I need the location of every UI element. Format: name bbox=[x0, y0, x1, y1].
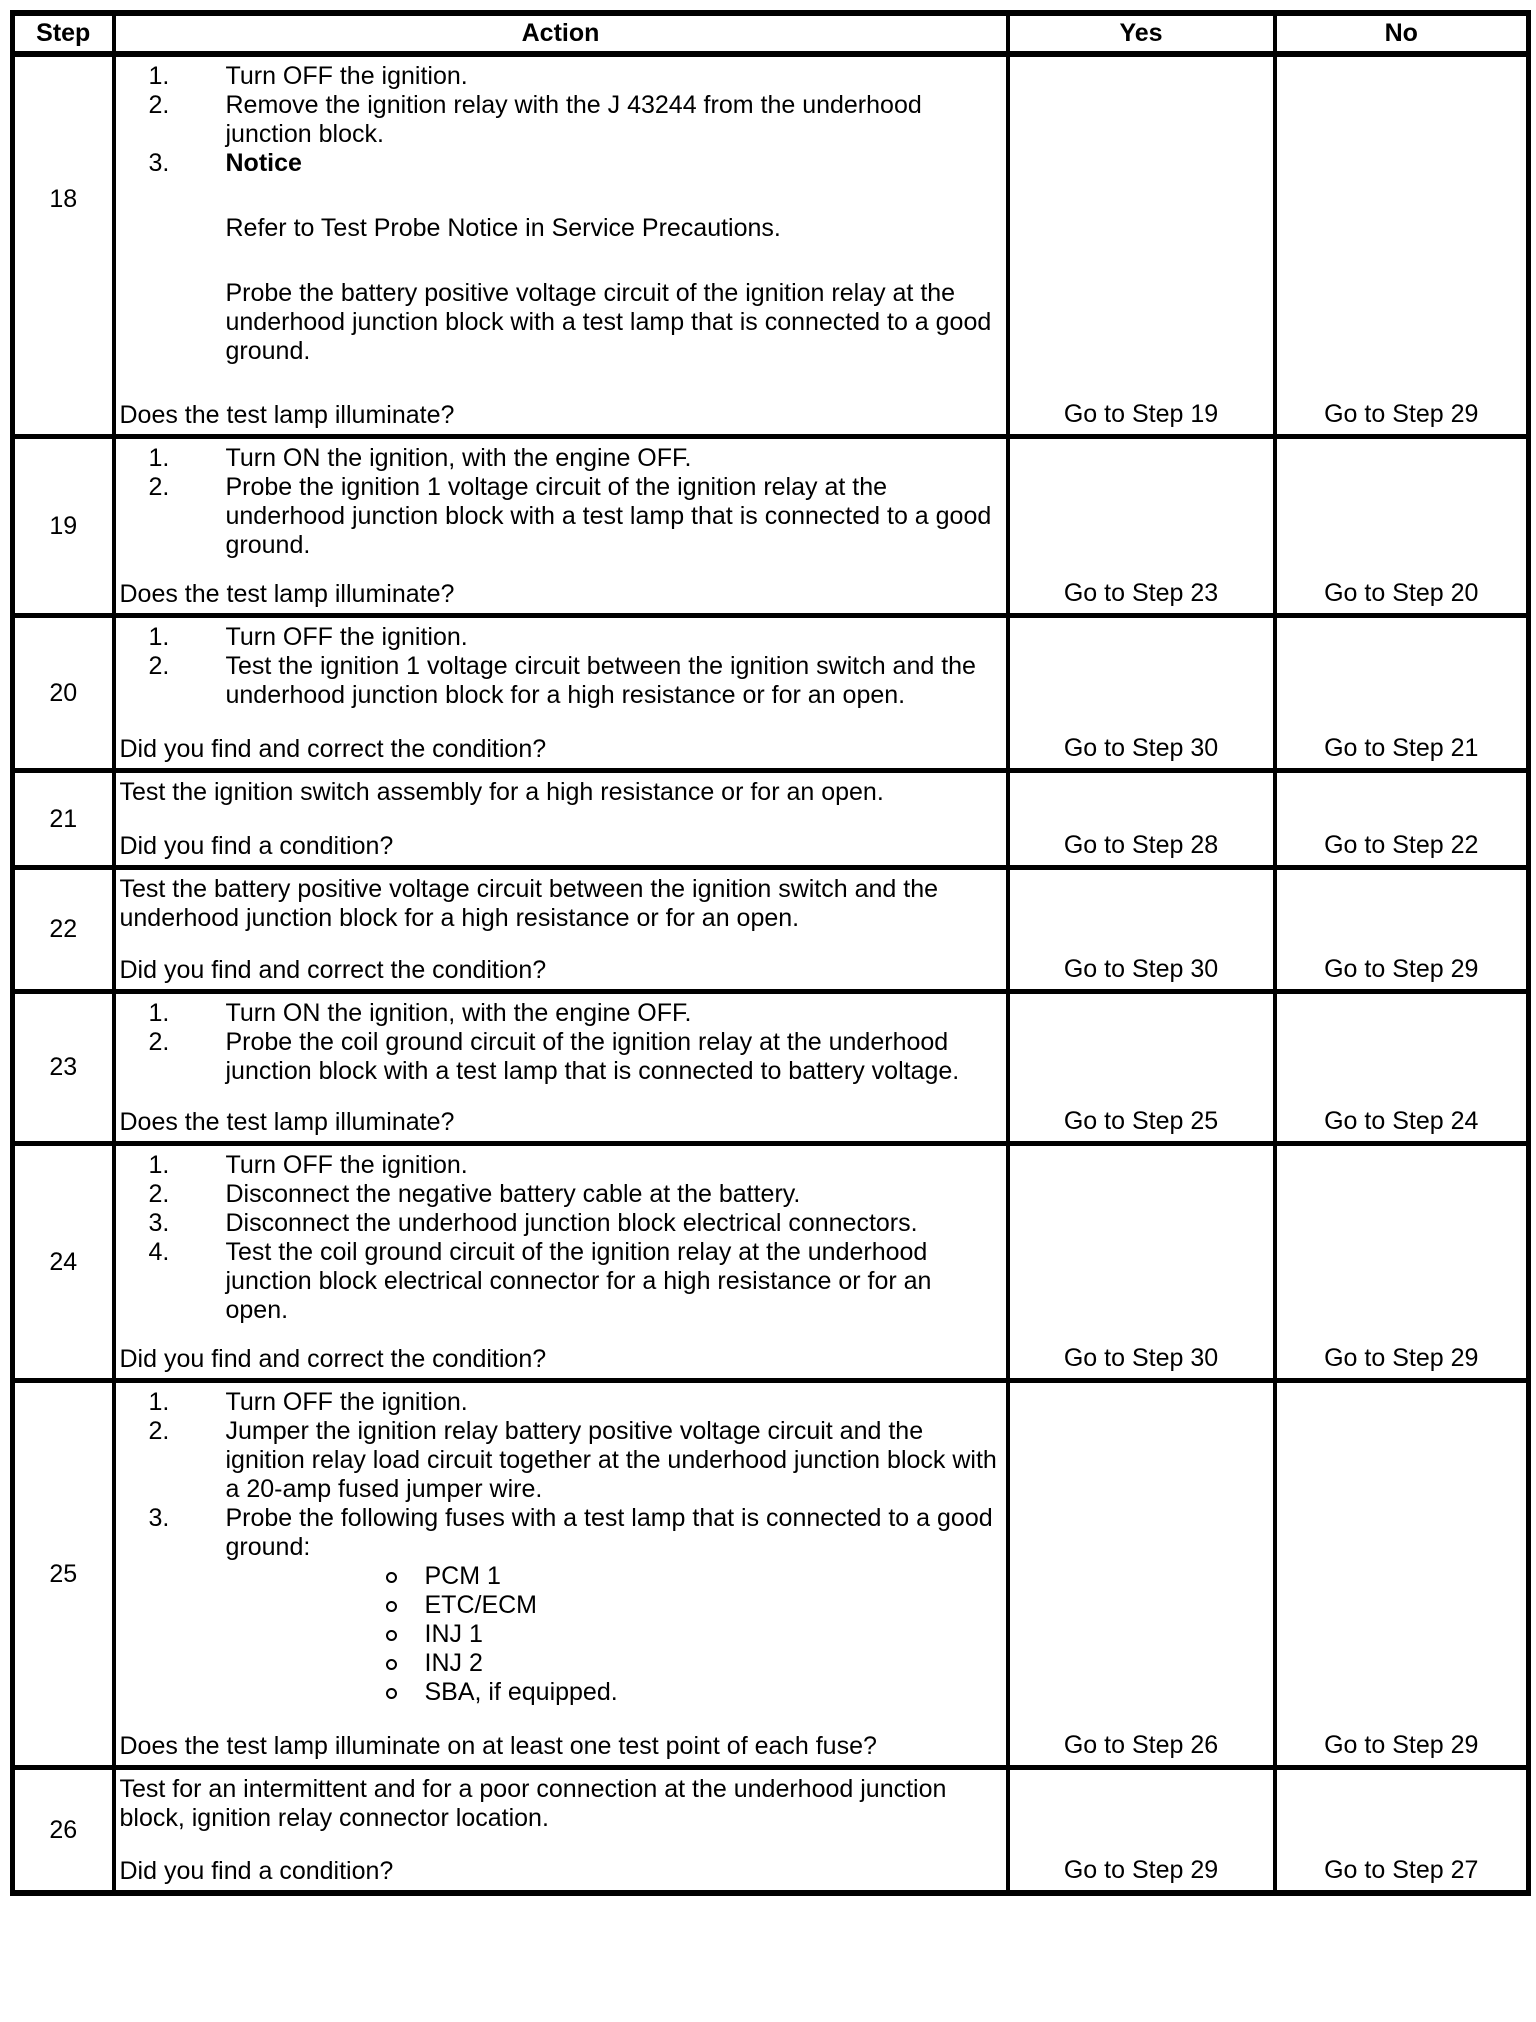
yes-cell: Go to Step 29 bbox=[1008, 1768, 1275, 1894]
col-header-action: Action bbox=[114, 13, 1008, 54]
question-text: Did you find and correct the condition? bbox=[119, 735, 547, 763]
action-item: Probe the ignition 1 voltage circuit of the ignition relay at the underhood junction block with a test lamp that is connected to a good ground. bbox=[225, 473, 992, 559]
step-number: 24 bbox=[13, 1144, 114, 1381]
action-item: Remove the ignition relay with the J 43244 from the underhood junction block. bbox=[225, 91, 922, 148]
action-item-notice: Notice bbox=[225, 149, 302, 177]
no-cell: Go to Step 20 bbox=[1275, 437, 1529, 616]
step-number: 26 bbox=[13, 1768, 114, 1894]
action-cell bbox=[114, 1144, 1008, 1381]
question-text: Did you find and correct the condition? bbox=[119, 956, 547, 984]
circle-bullet-icon bbox=[386, 1572, 397, 1583]
circle-bullet-icon bbox=[386, 1688, 397, 1699]
action-item: Turn OFF the ignition. bbox=[225, 62, 468, 90]
action-item: Disconnect the negative battery cable at the battery. bbox=[225, 1180, 801, 1208]
action-paragraph: Probe the battery positive voltage circuit of the ignition relay at the underhood junction block with a test lamp that is connected to a good ground. bbox=[225, 279, 992, 365]
fuse-list-item bbox=[226, 1678, 1000, 1707]
action-content bbox=[120, 62, 1000, 366]
question-text: Did you find and correct the condition? bbox=[119, 1345, 547, 1373]
no-cell: Go to Step 29 bbox=[1275, 54, 1529, 437]
no-cell: Go to Step 24 bbox=[1275, 992, 1529, 1144]
fuse-label: PCM 1 bbox=[424, 1562, 501, 1590]
action-paragraph: Test the battery positive voltage circuit between the ignition switch and the underhood junction block for a high resistance or for an open. bbox=[119, 875, 939, 932]
yes-cell: Go to Step 26 bbox=[1008, 1381, 1275, 1768]
action-item: Turn OFF the ignition. bbox=[225, 1151, 468, 1179]
action-item bbox=[120, 1504, 1000, 1707]
fuse-label: ETC/ECM bbox=[424, 1591, 537, 1619]
step-number: 18 bbox=[13, 54, 114, 437]
fuse-label: INJ 2 bbox=[424, 1649, 483, 1677]
action-item: Turn OFF the ignition. bbox=[225, 623, 468, 651]
question-text: Does the test lamp illuminate on at least one test point of each fuse? bbox=[119, 1732, 877, 1760]
no-cell: Go to Step 29 bbox=[1275, 1144, 1529, 1381]
yes-cell: Go to Step 25 bbox=[1008, 992, 1275, 1144]
step-number: 25 bbox=[13, 1381, 114, 1768]
action-item: Probe the coil ground circuit of the ignition relay at the underhood junction block with a test lamp that is connected to battery voltage. bbox=[225, 1028, 960, 1085]
question-text: Does the test lamp illuminate? bbox=[119, 1108, 455, 1136]
action-content bbox=[120, 999, 1000, 1086]
question-text: Did you find a condition? bbox=[119, 1857, 394, 1885]
action-paragraph: Test the ignition switch assembly for a high resistance or for an open. bbox=[119, 778, 884, 806]
action-content bbox=[120, 1151, 1000, 1325]
question-text: Did you find a condition? bbox=[119, 832, 394, 860]
action-cell bbox=[114, 616, 1008, 771]
action-item: Disconnect the underhood junction block electrical connectors. bbox=[225, 1209, 918, 1237]
header-row bbox=[13, 13, 1529, 54]
action-item: Turn ON the ignition, with the engine OFF. bbox=[225, 444, 692, 472]
yes-cell: Go to Step 23 bbox=[1008, 437, 1275, 616]
action-item: Turn ON the ignition, with the engine OFF. bbox=[225, 999, 692, 1027]
table-row bbox=[13, 992, 1529, 1144]
fuse-label: INJ 1 bbox=[424, 1620, 483, 1648]
action-cell bbox=[114, 54, 1008, 437]
table-row bbox=[13, 1381, 1529, 1768]
table-row bbox=[13, 1144, 1529, 1381]
no-cell: Go to Step 29 bbox=[1275, 868, 1529, 992]
step-number: 21 bbox=[13, 771, 114, 868]
table-row bbox=[13, 1768, 1529, 1894]
yes-cell: Go to Step 19 bbox=[1008, 54, 1275, 437]
step-number: 20 bbox=[13, 616, 114, 771]
action-item: Test the ignition 1 voltage circuit between the ignition switch and the underhood junction block for a high resistance or for an open. bbox=[225, 652, 976, 709]
table-row bbox=[13, 437, 1529, 616]
action-cell bbox=[114, 1381, 1008, 1768]
fuse-list-item bbox=[226, 1591, 1000, 1620]
action-cell bbox=[114, 771, 1008, 868]
action-cell bbox=[114, 868, 1008, 992]
yes-cell: Go to Step 30 bbox=[1008, 868, 1275, 992]
question-text: Does the test lamp illuminate? bbox=[119, 401, 455, 429]
yes-cell: Go to Step 30 bbox=[1008, 1144, 1275, 1381]
no-cell: Go to Step 21 bbox=[1275, 616, 1529, 771]
step-number: 19 bbox=[13, 437, 114, 616]
action-cell bbox=[114, 1768, 1008, 1894]
circle-bullet-icon bbox=[386, 1601, 397, 1612]
action-content bbox=[120, 1388, 1000, 1707]
no-cell: Go to Step 22 bbox=[1275, 771, 1529, 868]
action-content bbox=[120, 444, 1000, 560]
action-cell bbox=[114, 437, 1008, 616]
yes-cell: Go to Step 28 bbox=[1008, 771, 1275, 868]
table-row bbox=[13, 771, 1529, 868]
action-item: Test the coil ground circuit of the ignition relay at the underhood junction block electrical connector for a high resistance or for an open. bbox=[225, 1238, 932, 1324]
col-header-no: No bbox=[1275, 13, 1529, 54]
action-content bbox=[120, 623, 1000, 710]
fuse-list bbox=[226, 1562, 1000, 1707]
no-cell: Go to Step 29 bbox=[1275, 1381, 1529, 1768]
action-cell bbox=[114, 992, 1008, 1144]
fuse-label: SBA, if equipped. bbox=[424, 1678, 618, 1706]
table-row bbox=[13, 54, 1529, 437]
col-header-step: Step bbox=[13, 13, 114, 54]
circle-bullet-icon bbox=[386, 1630, 397, 1641]
circle-bullet-icon bbox=[386, 1659, 397, 1670]
no-cell: Go to Step 27 bbox=[1275, 1768, 1529, 1894]
yes-cell: Go to Step 30 bbox=[1008, 616, 1275, 771]
action-item: Jumper the ignition relay battery positive voltage circuit and the ignition relay load circuit together at the underhood junction block with a 20-amp fused jumper wire. bbox=[225, 1417, 997, 1503]
action-content bbox=[120, 778, 1000, 807]
table-row bbox=[13, 616, 1529, 771]
action-paragraph: Refer to Test Probe Notice in Service Precautions. bbox=[225, 214, 781, 242]
question-text: Does the test lamp illuminate? bbox=[119, 580, 455, 608]
fuse-list-item bbox=[226, 1649, 1000, 1678]
table-row bbox=[13, 868, 1529, 992]
diagnostic-table bbox=[10, 10, 1531, 1896]
action-paragraph: Test for an intermittent and for a poor connection at the underhood junction block, ignition relay connector location. bbox=[119, 1775, 947, 1832]
fuse-list-item bbox=[226, 1620, 1000, 1649]
step-number: 23 bbox=[13, 992, 114, 1144]
col-header-yes: Yes bbox=[1008, 13, 1275, 54]
step-number: 22 bbox=[13, 868, 114, 992]
action-content bbox=[120, 875, 1000, 933]
action-item: Turn OFF the ignition. bbox=[225, 1388, 468, 1416]
action-content bbox=[120, 1775, 1000, 1833]
fuse-list-item bbox=[226, 1562, 1000, 1591]
action-item-text: Probe the following fuses with a test lamp that is connected to a good ground: bbox=[225, 1504, 993, 1561]
